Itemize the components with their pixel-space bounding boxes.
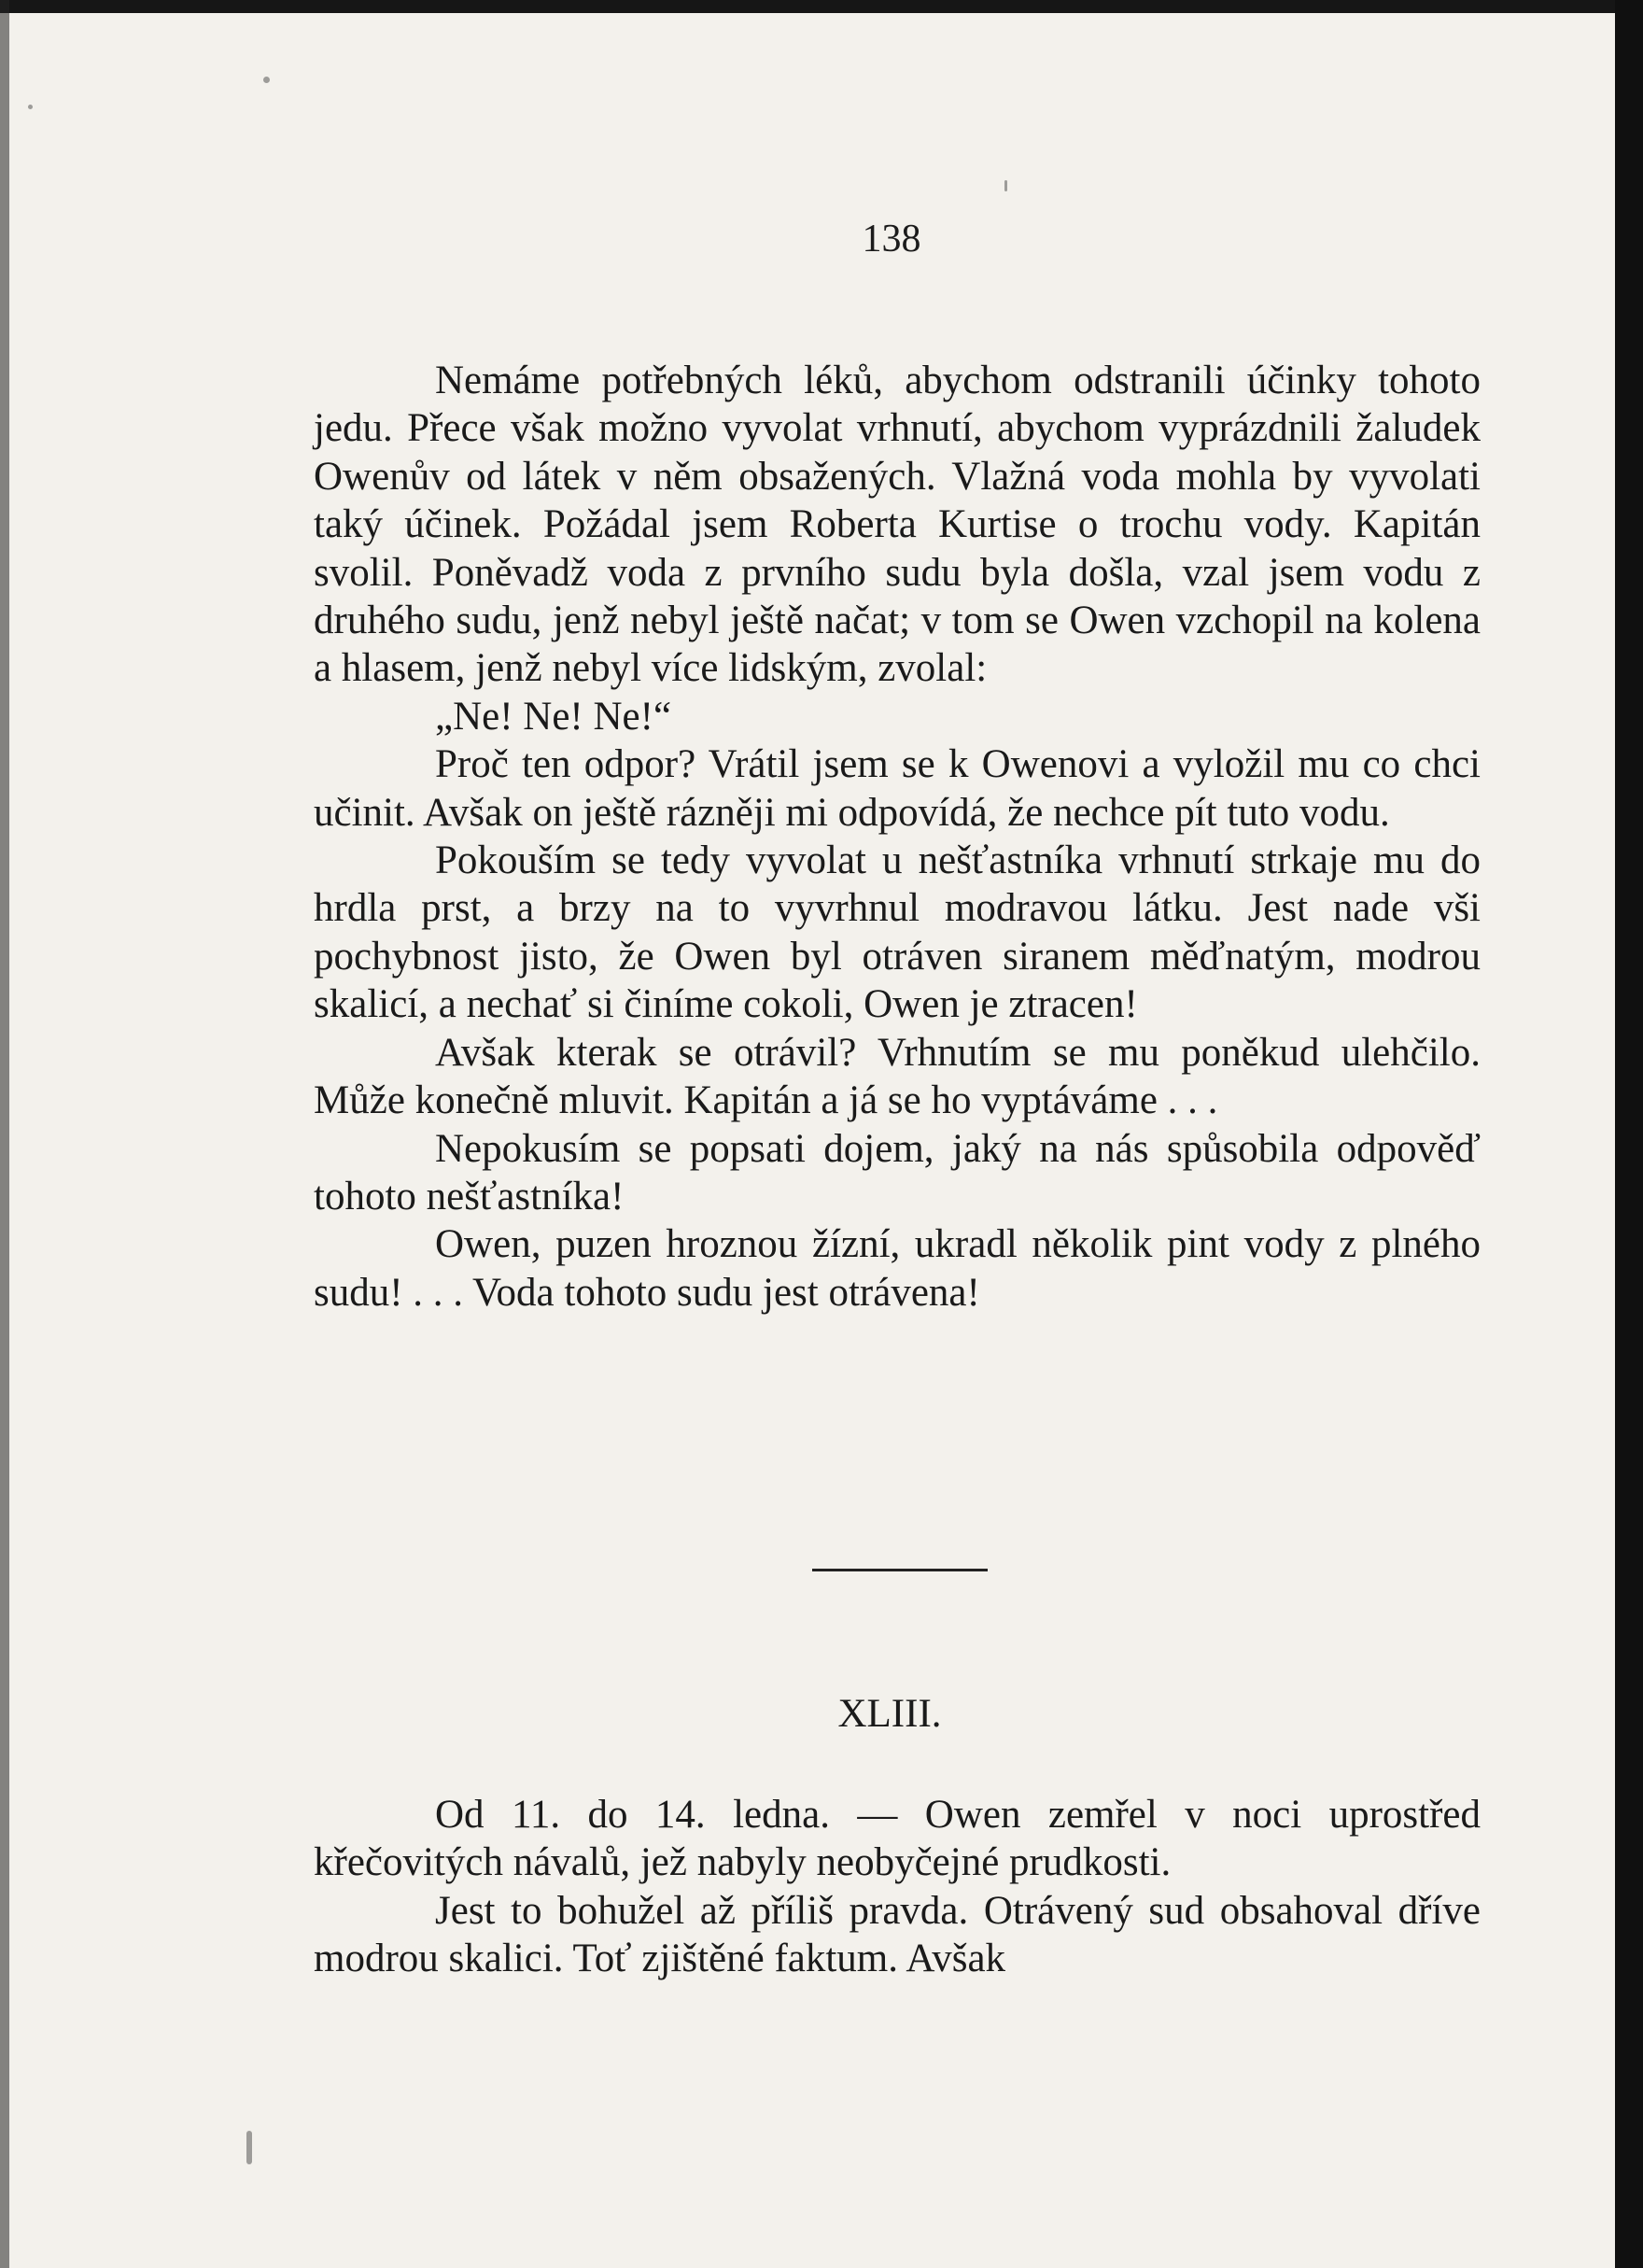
section-divider: [812, 1569, 988, 1571]
scan-right-edge: [1615, 0, 1643, 2268]
paragraph: Jest to bohužel až příliš pravda. Otrávený sud obsahoval dříve modrou skalici. Toť zjištěné faktum. Avšak: [314, 1888, 1481, 1981]
dust-speck: [263, 77, 270, 83]
paragraph: Nepokusím se popsati dojem, jaký na nás spůsobila odpověď tohoto nešťastníka!: [314, 1126, 1481, 1219]
paragraph: Od 11. do 14. ledna. — Owen zemřel v noci uprostřed křečovitých návalů, jež nabyly neobyčejné prudkosti.: [314, 1793, 1481, 1885]
paragraph: Avšak kterak se otrávil? Vrhnutím se mu poněkud ulehčilo. Může konečně mluvit. Kapitán a já se ho vyptáváme . . .: [314, 1030, 1481, 1123]
chapter-heading: XLIII.: [837, 1692, 942, 1736]
paragraph: Pokouším se tedy vyvolat u nešťastníka vrhnutí strkaje mu do hrdla prst, a brzy na to vyvrhnul modravou látku. Jest nade vši pochybnost jisto, že Owen byl otráven siranem měďnatým, modrou skalicí, a nechať si činíme cokoli, Owen je ztracen!: [314, 838, 1481, 1027]
dust-speck: [246, 2131, 252, 2164]
dust-speck: [28, 105, 33, 109]
paragraph: Nemáme potřebných léků, abychom odstranili účinky tohoto jedu. Přece však možno vyvolat vrhnutí, abychom vyprázdnili žaludek Owenův od látek v něm obsažených. Vlažná voda mohla by vyvolati taký účinek. Požádal jsem Roberta Kurtise o trochu vody. Kapitán svolil. Poněvadž voda z prvního sudu byla došla, vzal jsem vodu z druhého sudu, jenž nebyl ještě načat; v tom se Owen vzchopil na kolena a hlasem, jenž nebyl více lidským, zvolal:: [314, 359, 1481, 691]
dust-speck: [1004, 180, 1007, 191]
scan-left-edge: [0, 0, 9, 2268]
body-text-section-1: [314, 357, 1481, 1317]
paragraph: Owen, puzen hroznou žízní, ukradl několik pint vody z plného sudu! . . . Voda tohoto sudu jest otrávena!: [314, 1222, 1481, 1315]
paragraph: „Ne! Ne! Ne!“: [435, 694, 672, 739]
page-number: 138: [862, 218, 921, 261]
paragraph: Proč ten odpor? Vrátil jsem se k Owenovi a vyložil mu co chci učinit. Avšak on ještě rázněji mi odpovídá, že nechce pít tuto vodu.: [314, 742, 1481, 835]
body-text-section-2: [314, 1791, 1481, 1983]
scan-top-edge: [0, 0, 1643, 13]
